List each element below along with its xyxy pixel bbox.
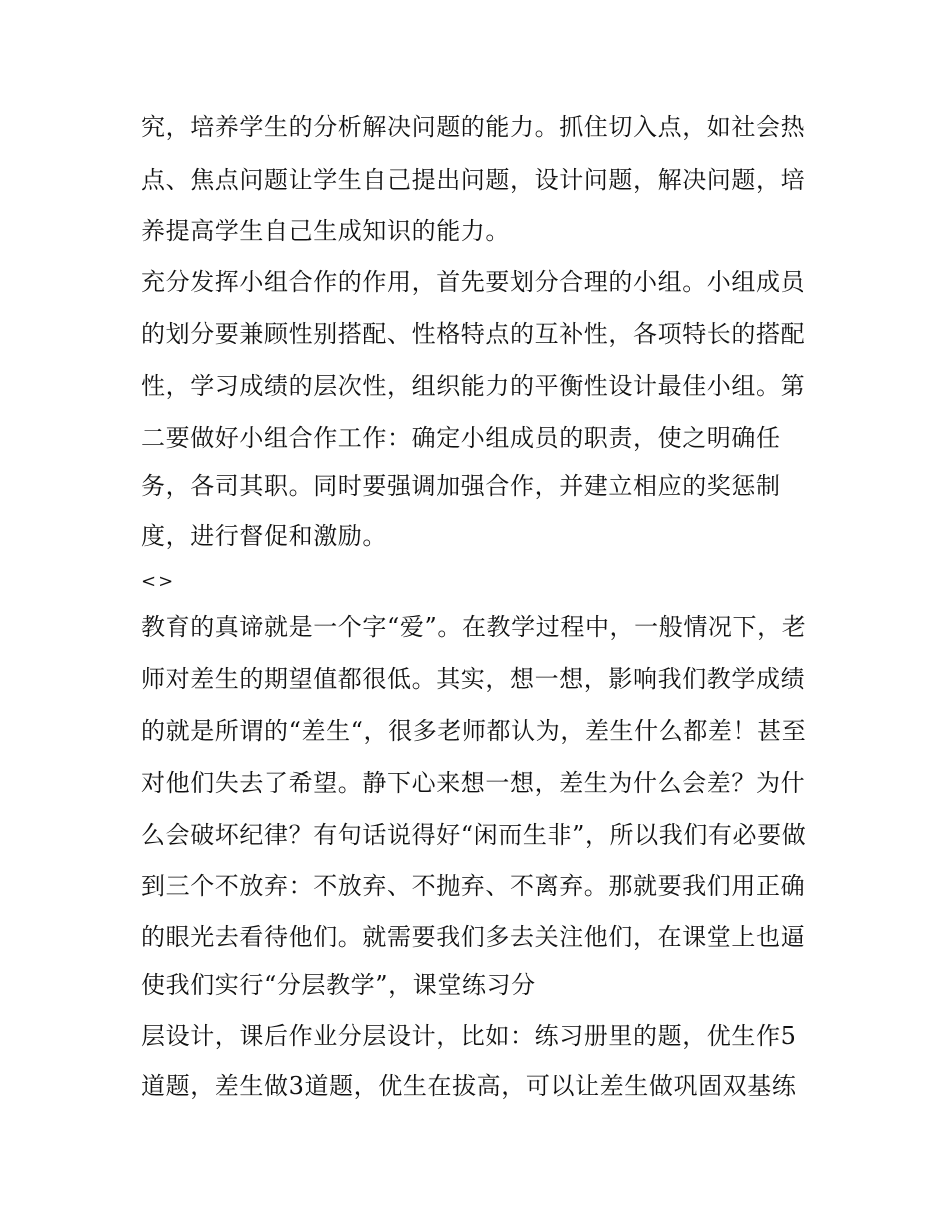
text-line: 究，培养学生的分析解决问题的能力。抓住切入点，如社会热 bbox=[141, 113, 806, 141]
text-line: 的就是所谓的“差生“，很多老师都认为，差生什么都差！甚至 bbox=[141, 717, 807, 745]
text-line: 使我们实行“分层教学”，课堂练习分 bbox=[141, 971, 536, 999]
text-line: 么会破坏纪律？有句话说得好“闲而生非”，所以我们有必要做 bbox=[141, 821, 807, 849]
text-line: 二要做好小组合作工作：确定小组成员的职责，使之明确任 bbox=[141, 424, 781, 452]
text-line: 师对差生的期望值都很低。其实，想一想，影响我们教学成绩 bbox=[141, 665, 806, 693]
text-line: 点、焦点问题让学生自己提出问题，设计问题，解决问题，培 bbox=[141, 166, 806, 194]
text-line: 务，各司其职。同时要强调加强合作，并建立相应的奖惩制 bbox=[141, 472, 781, 500]
text-line: 教育的真谛就是一个字“爱”。在教学过程中，一般情况下，老 bbox=[141, 613, 807, 641]
text-line: 道题，差生做3道题，优生在拔高，可以让差生做巩固双基练 bbox=[141, 1072, 797, 1100]
text-line: 性，学习成绩的层次性，组织能力的平衡性设计最佳小组。第 bbox=[141, 372, 806, 400]
text-line: 养提高学生自己生成知识的能力。 bbox=[141, 217, 510, 245]
text-line: 层设计，课后作业分层设计，比如：练习册里的题，优生作5 bbox=[141, 1022, 797, 1050]
text-line: 的划分要兼顾性别搭配、性格特点的互补性，各项特长的搭配 bbox=[141, 320, 806, 348]
text-line: 到三个不放弃：不放弃、不抛弃、不离弃。那就要我们用正确 bbox=[141, 872, 806, 900]
text-line: 度，进行督促和激励。 bbox=[141, 522, 387, 550]
text-line: 的眼光去看待他们。就需要我们多去关注他们，在课堂上也逼 bbox=[141, 923, 806, 951]
text-line: 充分发挥小组合作的作用，首先要划分合理的小组。小组成员 bbox=[141, 268, 806, 296]
section-marker: <> bbox=[141, 571, 176, 592]
text-line: 对他们失去了希望。静下心来想一想，差生为什么会差？为什 bbox=[141, 769, 806, 797]
